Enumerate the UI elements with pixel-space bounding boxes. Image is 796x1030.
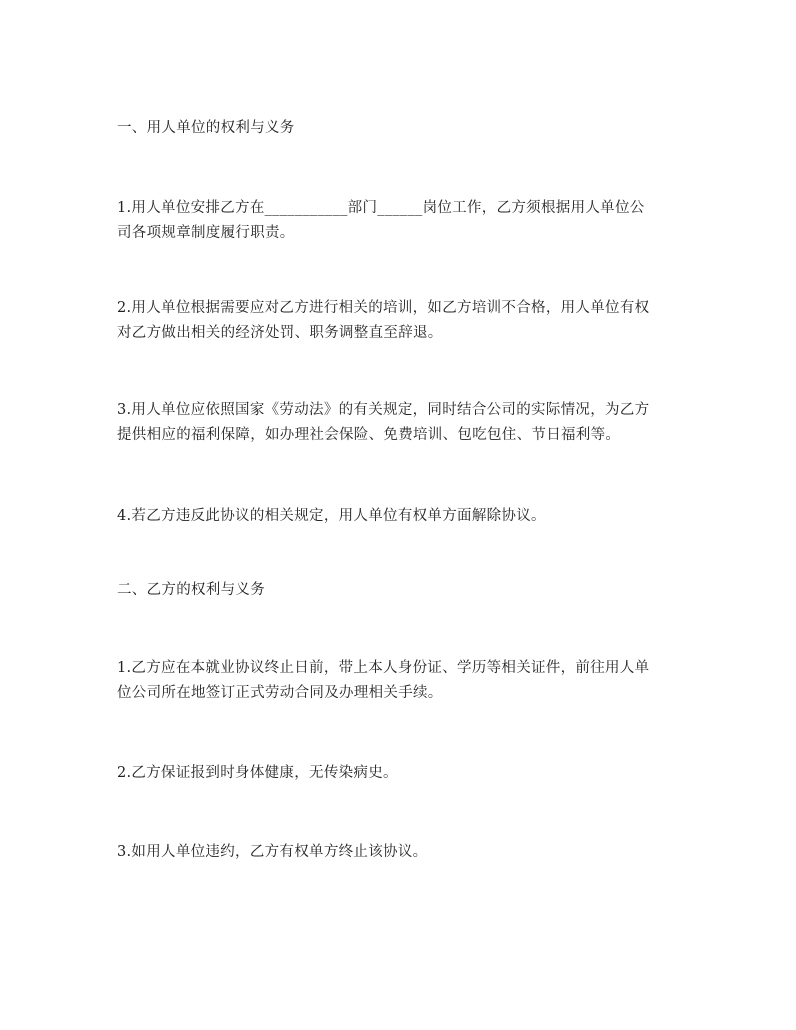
clause-line: 2.用人单位根据需要应对乙方进行相关的培训，如乙方培训不合格，用人单位有权 — [117, 300, 650, 316]
section-1-clause-4 — [117, 504, 687, 529]
section-2-heading — [117, 578, 687, 603]
section-2-clause-3 — [117, 840, 687, 865]
section-2-clause-1 — [117, 656, 687, 706]
clause-line: 位公司所在地签订正式劳动合同及办理相关手续。 — [117, 685, 443, 701]
clause-line: 2.乙方保证报到时身体健康，无传染病史。 — [117, 765, 398, 781]
clause-line: 提供相应的福利保障，如办理社会保险、免费培训、包吃包住、节日福利等。 — [117, 427, 621, 443]
section-2-clause-2 — [117, 761, 687, 786]
clause-line: 1.乙方应在本就业协议终止日前，带上本人身份证、学历等相关证件，前往用人单 — [117, 660, 650, 676]
heading-text: 一、用人单位的权利与义务 — [117, 120, 295, 136]
clause-line: 4.若乙方违反此协议的相关规定，用人单位有权单方面解除协议。 — [117, 508, 546, 524]
clause-line: 1.用人单位安排乙方在___________部门______岗位工作，乙方须根据用人单位公 — [117, 200, 645, 216]
clause-line: 司各项规章制度履行职责。 — [117, 225, 295, 241]
section-1-heading — [117, 116, 687, 141]
section-1-clause-3 — [117, 398, 687, 448]
clause-line: 3.如用人单位违约，乙方有权单方终止该协议。 — [117, 844, 428, 860]
section-1-clause-1 — [117, 196, 687, 246]
heading-text: 二、乙方的权利与义务 — [117, 582, 265, 598]
clause-line: 3.用人单位应依照国家《劳动法》的有关规定，同时结合公司的实际情况，为乙方 — [117, 402, 650, 418]
section-1-clause-2 — [117, 296, 687, 346]
clause-line: 对乙方做出相关的经济处罚、职务调整直至辞退。 — [117, 325, 443, 341]
